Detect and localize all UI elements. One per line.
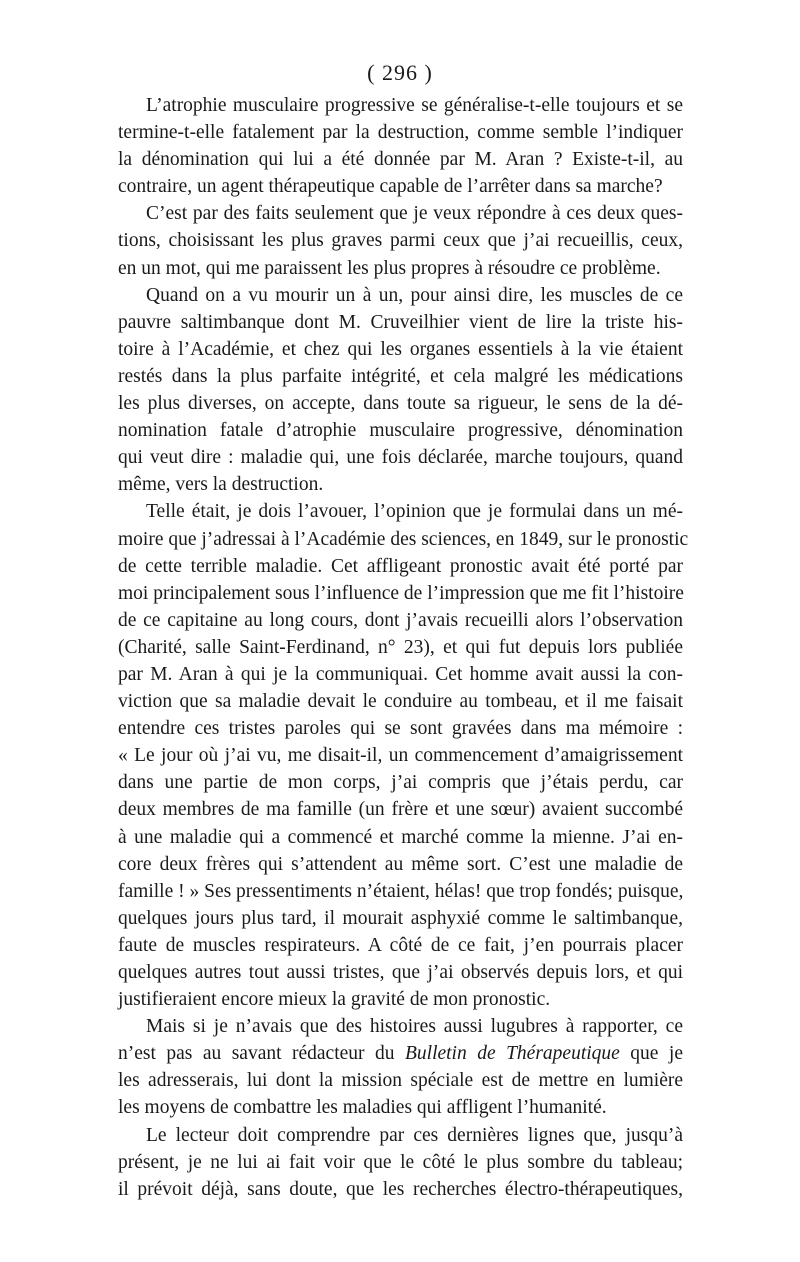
text-line: Telle était, je dois l’avouer, l’opinion que je formulai dans un mé- bbox=[146, 501, 683, 523]
text-line: entendre ces tristes paroles qui se sont gravées dans ma mémoire : bbox=[118, 718, 683, 740]
text-line: C’est par des faits seulement que je veux répondre à ces deux ques- bbox=[146, 203, 683, 225]
text-line: faute de muscles respirateurs. A côté de ce fait, j’en pourrais placer bbox=[118, 934, 683, 956]
text-line bbox=[118, 1040, 683, 1067]
text-line: en un mot, qui me paraissent les plus propres à résoudre ce problème. bbox=[118, 257, 661, 279]
text-line: moi principalement sous l’influence de l’impression que me fit l’histoire bbox=[118, 582, 684, 604]
text-line: viction que sa maladie devait le conduire au tombeau, et il me faisait bbox=[118, 691, 683, 713]
journal-title: Bulletin de Thérapeutique bbox=[404, 1043, 620, 1065]
text-line: les adresserais, lui dont la mission spéciale est de mettre en lumière bbox=[118, 1070, 683, 1092]
text-line: de cette terrible maladie. Cet affligeant pronostic avait été porté par bbox=[118, 555, 683, 577]
text-segment: que je bbox=[619, 1043, 683, 1065]
text-line: dans une partie de mon corps, j’ai compris que j’étais perdu, car bbox=[118, 772, 683, 794]
text-line: toire à l’Académie, et chez qui les organes essentiels à la vie étaient bbox=[118, 338, 683, 360]
body-text bbox=[118, 92, 689, 1203]
text-line: qui veut dire : maladie qui, une fois déclarée, marche toujours, quand bbox=[118, 447, 683, 469]
text-line: présent, je ne lui ai fait voir que le côté le plus sombre du tableau; bbox=[118, 1151, 683, 1173]
text-line: restés dans la plus parfaite intégrité, et cela malgré les médications bbox=[118, 365, 683, 387]
text-line: moire que j’adressai à l’Académie des sciences, en 1849, sur le pronostic bbox=[118, 528, 689, 550]
text-line: pauvre saltimbanque dont M. Cruveilhier vient de lire la triste his- bbox=[118, 311, 683, 333]
text-line: tions, choisissant les plus graves parmi ceux que j’ai recueillis, ceux, bbox=[118, 230, 683, 252]
text-line: les plus diverses, on accepte, dans toute sa rigueur, le sens de la dé- bbox=[118, 393, 683, 415]
page-number: ( 296 ) bbox=[367, 60, 433, 85]
text-line: famille ! » Ses pressentiments n’étaient, hélas! que trop fondés; puisque, bbox=[118, 880, 684, 902]
text-line: les moyens de combattre les maladies qui affligent l’humanité. bbox=[118, 1097, 607, 1119]
text-line: termine-t-elle fatalement par la destruction, comme semble l’indiquer bbox=[118, 122, 683, 144]
text-line: par M. Aran à qui je la communiquai. Cet homme avait aussi la con- bbox=[118, 663, 683, 685]
text-line: de ce capitaine au long cours, dont j’avais recueilli alors l’observation bbox=[118, 609, 683, 631]
text-line: même, vers la destruction. bbox=[118, 474, 324, 496]
text-line: la dénomination qui lui a été donnée par M. Aran ? Existe-t-il, au bbox=[118, 149, 683, 171]
text-line: Le lecteur doit comprendre par ces dernières lignes que, jusqu’à bbox=[146, 1124, 683, 1146]
text-line: Quand on a vu mourir un à un, pour ainsi dire, les muscles de ce bbox=[146, 284, 683, 306]
text-line: quelques autres tout aussi tristes, que j’ai observés depuis lors, et qui bbox=[118, 962, 683, 983]
text-line: quelques jours plus tard, il mourait asphyxié comme le saltimbanque, bbox=[118, 907, 683, 929]
text-line: il prévoit déjà, sans doute, que les recherches électro-thérapeutiques, bbox=[118, 1178, 683, 1200]
text-line: justifieraient encore mieux la gravité de mon pronostic. bbox=[118, 989, 551, 1011]
text-line: « Le jour où j’ai vu, me disait-il, un commencement d’amaigrissement bbox=[118, 745, 683, 767]
text-line: Mais si je n’avais que des histoires aussi lugubres à rapporter, ce bbox=[146, 1016, 683, 1038]
text-line: L’atrophie musculaire progressive se généralise-t-elle toujours et se bbox=[146, 95, 683, 116]
text-line: nomination fatale d’atrophie musculaire progressive, dénomination bbox=[118, 420, 683, 442]
text-line: contraire, un agent thérapeutique capable de l’arrêter dans sa marche? bbox=[118, 176, 663, 198]
text-line: deux membres de ma famille (un frère et une sœur) avaient succombé bbox=[118, 799, 683, 821]
text-line: à une maladie qui a commencé et marché comme la mienne. J’ai en- bbox=[118, 826, 683, 848]
text-line: (Charité, salle Saint-Ferdinand, n° 23), et qui fut depuis lors publiée bbox=[118, 636, 683, 658]
text-line: core deux frères qui s’attendent au même sort. C’est une maladie de bbox=[118, 853, 683, 875]
text-segment: n’est pas au savant rédacteur du bbox=[118, 1043, 405, 1065]
